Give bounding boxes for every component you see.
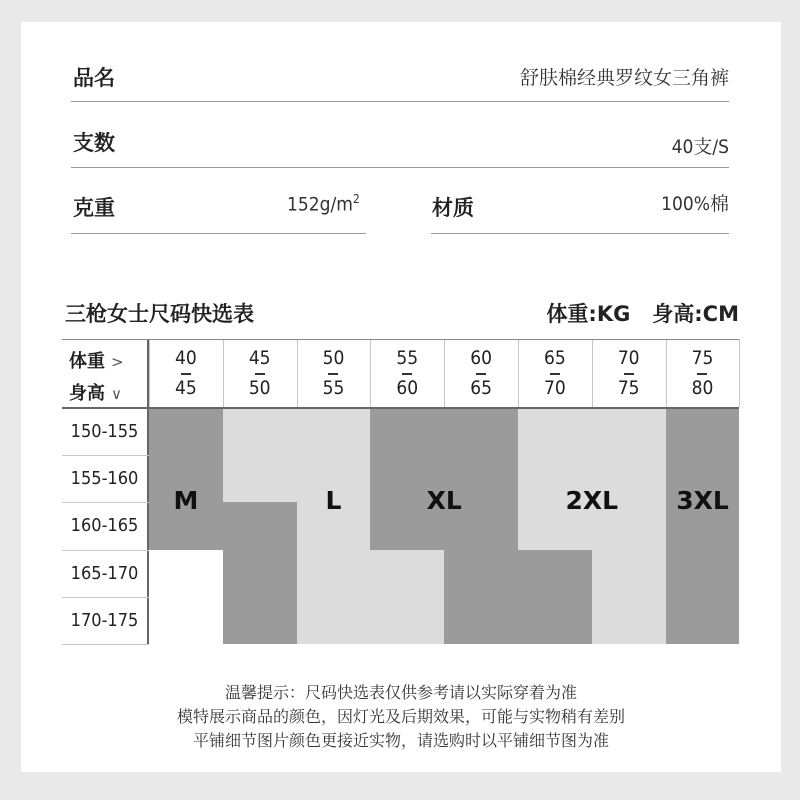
material-label: 材质 bbox=[432, 196, 474, 220]
product-name-value: 舒肤棉经典罗纹女三角裤 bbox=[519, 67, 729, 89]
size-cell bbox=[297, 597, 371, 644]
weight-range-min: 75 bbox=[691, 347, 714, 369]
size-cell bbox=[444, 408, 518, 455]
size-table-title: 三枪女士尺码快选表 bbox=[65, 302, 254, 326]
size-cell bbox=[297, 408, 371, 455]
weight-column-header bbox=[592, 339, 666, 407]
material-value: 100%棉 bbox=[661, 193, 729, 215]
grid-line bbox=[739, 339, 740, 407]
range-divider bbox=[402, 373, 412, 375]
range-divider bbox=[255, 373, 265, 375]
weight-column-header bbox=[666, 339, 740, 407]
range-divider bbox=[476, 373, 486, 375]
size-cell bbox=[444, 550, 518, 597]
grid-line bbox=[62, 455, 149, 456]
size-label: XL bbox=[426, 486, 462, 516]
weight-range-min: 55 bbox=[396, 347, 419, 369]
range-divider bbox=[550, 373, 560, 375]
size-cell bbox=[518, 408, 592, 455]
grid-line bbox=[666, 339, 667, 407]
grid-line bbox=[297, 339, 298, 407]
weight-range-max: 70 bbox=[544, 377, 566, 399]
grid-line bbox=[62, 339, 739, 340]
weight-range-max: 60 bbox=[396, 377, 419, 399]
grid-line bbox=[444, 339, 445, 407]
weight-column-header bbox=[518, 339, 592, 407]
weight-header: 体重 > bbox=[69, 351, 124, 372]
grid-line bbox=[62, 597, 149, 598]
grid-line bbox=[223, 339, 224, 407]
weight-range-min: 65 bbox=[544, 347, 566, 369]
height-row-label: 170-175 bbox=[70, 609, 139, 631]
weight-range-min: 60 bbox=[470, 347, 492, 369]
size-cell bbox=[592, 597, 666, 644]
size-cell bbox=[666, 597, 740, 644]
size-cell bbox=[666, 408, 740, 455]
size-cell bbox=[149, 550, 223, 597]
size-cell bbox=[592, 550, 666, 597]
fabric-weight-label: 克重 bbox=[73, 196, 115, 220]
tip-line-2: 模特展示商品的颜色，因灯光及后期效果，可能与实物稍有差别 bbox=[176, 707, 625, 726]
size-cell bbox=[518, 597, 592, 644]
weight-range-min: 70 bbox=[617, 347, 640, 369]
fabric-weight-value: $152g/m^2$ bbox=[287, 192, 360, 216]
size-cell bbox=[149, 408, 223, 455]
fabric-weight-superscript: 2 bbox=[352, 192, 360, 206]
yarn-count-value: 40支/S bbox=[671, 136, 729, 158]
grid-line bbox=[518, 339, 519, 407]
weight-range-min: 45 bbox=[248, 347, 271, 369]
height-row-label: 150-155 bbox=[70, 421, 139, 442]
size-cell bbox=[370, 408, 444, 455]
weight-column-header bbox=[223, 339, 297, 407]
yarn-count-label: 支数 bbox=[73, 131, 115, 155]
weight-range-max: 55 bbox=[322, 377, 345, 399]
grid-line bbox=[62, 644, 149, 645]
weight-range-min: 50 bbox=[322, 347, 345, 369]
chevron-right-icon: > bbox=[111, 353, 124, 371]
size-cell bbox=[223, 550, 297, 597]
grid-line bbox=[149, 339, 150, 407]
divider bbox=[71, 101, 729, 102]
product-name-label: 品名 bbox=[73, 66, 115, 90]
size-label: L bbox=[325, 486, 342, 516]
weight-range-max: 50 bbox=[248, 377, 271, 399]
size-cell bbox=[592, 408, 666, 455]
chevron-down-icon: ∨ bbox=[111, 385, 122, 403]
size-cell bbox=[223, 502, 297, 549]
size-cell bbox=[149, 597, 223, 644]
size-label: 3XL bbox=[676, 486, 729, 516]
size-table-units: 体重:KG 身高:CM bbox=[546, 302, 739, 326]
weight-range-max: 65 bbox=[470, 377, 492, 399]
grid-line bbox=[370, 339, 371, 407]
height-header: 身高 ∨ bbox=[69, 383, 122, 404]
size-cell bbox=[223, 408, 297, 455]
size-guide-card bbox=[21, 22, 781, 772]
tip-line-3: 平铺细节图片颜色更接近实物，请选购时以平铺细节图为准 bbox=[192, 731, 609, 750]
grid-line bbox=[62, 550, 149, 551]
height-row-label: 165-170 bbox=[70, 562, 139, 584]
grid-line bbox=[62, 502, 149, 503]
range-divider bbox=[181, 373, 191, 375]
height-row-label: 155-160 bbox=[70, 468, 139, 490]
divider bbox=[71, 233, 366, 234]
weight-range-max: 45 bbox=[175, 377, 197, 399]
grid-line bbox=[62, 407, 739, 409]
weight-column-header bbox=[370, 339, 444, 407]
size-cell bbox=[666, 550, 740, 597]
divider bbox=[431, 233, 729, 234]
weight-range-max: 80 bbox=[691, 377, 714, 399]
size-cell bbox=[444, 597, 518, 644]
weight-column-header bbox=[149, 339, 223, 407]
size-cell bbox=[297, 550, 371, 597]
weight-range-max: 75 bbox=[617, 377, 640, 399]
grid-corner-header bbox=[62, 339, 147, 407]
divider bbox=[71, 167, 729, 168]
size-cell bbox=[370, 550, 444, 597]
range-divider bbox=[697, 373, 707, 375]
height-row-label: 160-165 bbox=[70, 515, 139, 537]
size-cell bbox=[370, 597, 444, 644]
size-label: M bbox=[173, 486, 199, 516]
weight-range-min: 40 bbox=[175, 347, 197, 369]
size-cell bbox=[518, 550, 592, 597]
range-divider bbox=[624, 373, 634, 375]
tip-line-1: 温馨提示：尺码快选表仅供参考请以实际穿着为准 bbox=[224, 683, 577, 702]
weight-column-header bbox=[297, 339, 371, 407]
weight-column-header bbox=[444, 339, 518, 407]
size-cell bbox=[223, 455, 297, 502]
size-cell bbox=[223, 597, 297, 644]
grid-line bbox=[592, 339, 593, 407]
size-label: 2XL bbox=[565, 486, 619, 516]
range-divider bbox=[328, 373, 338, 375]
